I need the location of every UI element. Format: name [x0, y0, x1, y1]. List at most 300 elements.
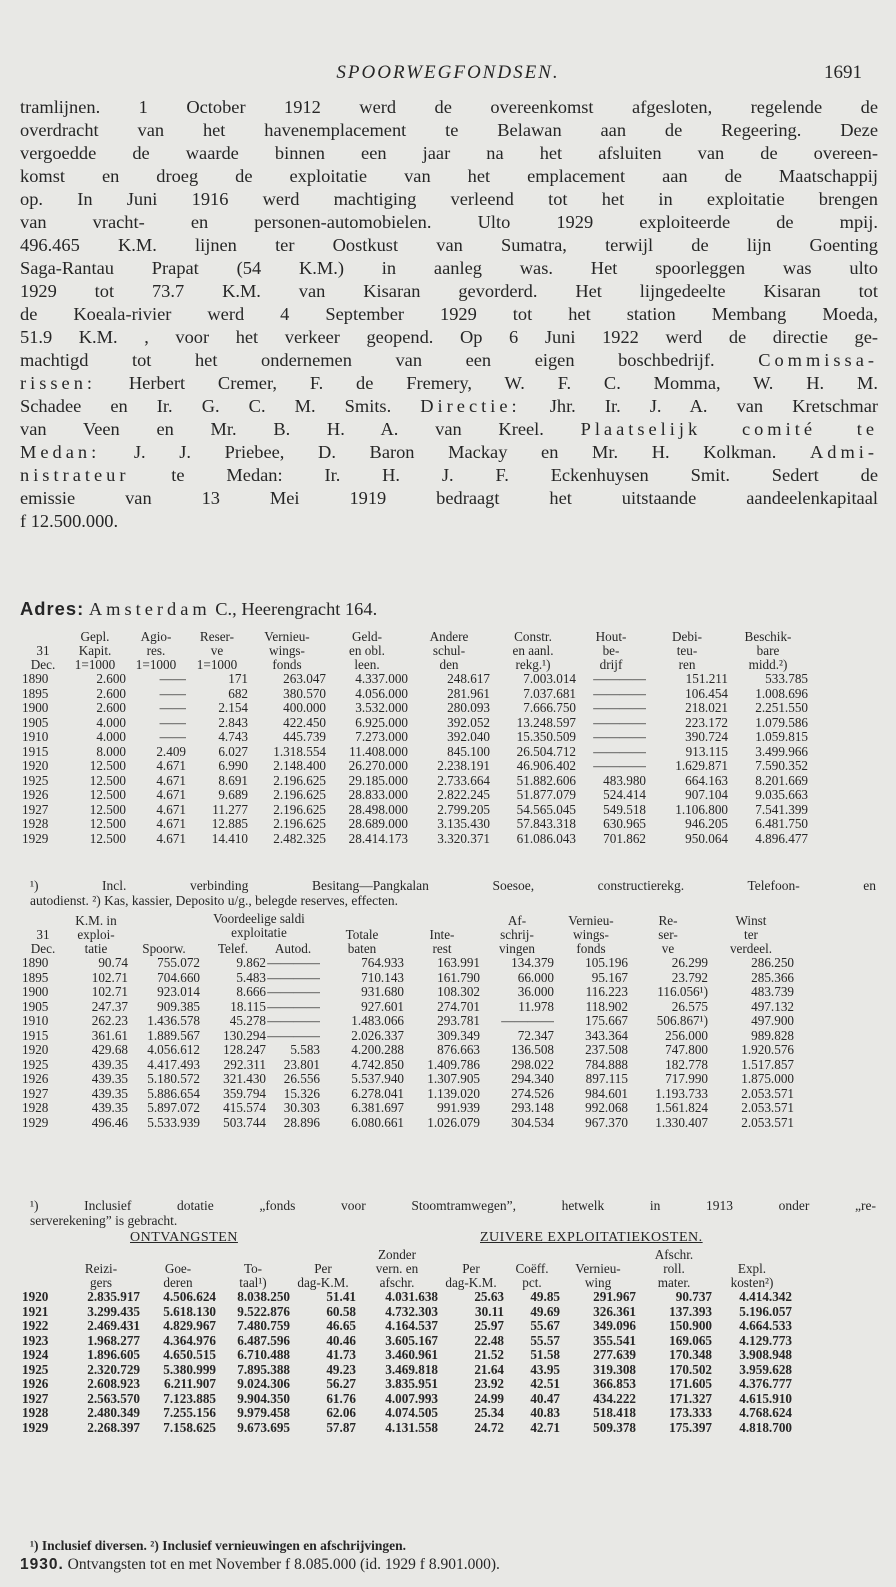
table-cell: 3.499.966 [755, 744, 808, 759]
table-cell: 524.414 [603, 788, 646, 802]
table-row [22, 1363, 792, 1378]
prose-text: machtigd tot het ondernemen van een eigen boschbedrijf. [20, 350, 715, 370]
table-cell: 2.148.400 [273, 759, 326, 773]
column-header: Per dag-K.M. [445, 1261, 497, 1290]
row-year: 1920 [22, 1290, 49, 1304]
column-header: Expl. kosten²) [730, 1261, 774, 1290]
column-header: Vernieu- wings- fonds [264, 629, 310, 672]
table-cell: 40.83 [530, 1406, 560, 1420]
column-header: K.M. in exploi- tatie [75, 913, 117, 956]
spaced-label: Plaatselijk comité te [580, 419, 878, 439]
footnote-line: ¹) Incl. verbinding Besitang—Pangkalan Soesoe, constructierekg. Telefoon- en [30, 878, 876, 893]
table-cell: 2.480.349 [87, 1406, 140, 1420]
table-cell: 12.500 [89, 831, 126, 846]
prose-line [20, 142, 878, 165]
column-header: Vernieu- wings- fonds [568, 913, 614, 956]
table-cell: 2.196.625 [273, 802, 326, 817]
prose-text: overdracht van het havenemplacement te Belawan aan de Regeering. Deze [20, 120, 878, 140]
table-cell: 12.500 [89, 759, 126, 773]
table-row [22, 701, 808, 716]
table-cell: 4.818.700 [739, 1420, 792, 1435]
table-cell: 6.925.000 [355, 715, 408, 730]
table-cell: 3.605.167 [385, 1333, 438, 1348]
row-year: 1922 [22, 1319, 49, 1333]
table-cell: 274.701 [437, 999, 480, 1014]
table-cell: 7.255.156 [163, 1406, 216, 1420]
balance-table-grid [22, 628, 808, 846]
column-header: Andere schul- den [429, 629, 469, 672]
table-cell: 106.454 [685, 686, 728, 701]
table-cell: 7.895.388 [237, 1362, 290, 1377]
table-cell: 2.469.431 [87, 1319, 140, 1333]
column-header: Af- schrij- vingen [499, 913, 535, 956]
column-header [22, 1246, 62, 1290]
prose-text: tramlijnen. 1 October 1912 werd de overeenkomst afgesloten, regelende de [20, 97, 878, 117]
table-cell: 66.000 [517, 970, 554, 985]
table-cell: 1.307.905 [427, 1072, 480, 1086]
row-year: 1929 [22, 1115, 49, 1130]
table-cell: 61.086.043 [516, 831, 576, 846]
table-row [22, 803, 808, 818]
table-cell: 7.158.625 [163, 1420, 216, 1435]
row-year: 1929 [22, 831, 49, 846]
prose-text: Saga-Rantau Prapat (54 K.M.) in aanleg was. Het spoorleggen was ulto [20, 258, 878, 278]
table-cell: 171.605 [669, 1377, 712, 1391]
table-cell: 434.222 [593, 1391, 636, 1406]
table-cell: 61.76 [326, 1391, 356, 1406]
table-cell: 630.965 [603, 817, 646, 831]
table-cell: 2.600 [96, 701, 126, 715]
table-row [22, 730, 808, 745]
table-cell: 784.888 [585, 1057, 628, 1072]
table-cell: 30.303 [283, 1101, 320, 1115]
table-cell: 1.193.733 [655, 1086, 708, 1101]
table-cell: 23.801 [283, 1057, 320, 1072]
table-cell: 7.037.681 [523, 686, 576, 701]
table-cell: 40.46 [326, 1333, 356, 1348]
table-cell: 4.615.910 [739, 1391, 792, 1406]
table-cell: 12.885 [211, 817, 248, 831]
table-cell: 134.379 [511, 956, 554, 970]
row-year: 1921 [22, 1304, 49, 1319]
table-cell: 1.896.605 [87, 1348, 140, 1362]
table-cell: 12.500 [89, 773, 126, 788]
column-header: Coëff. pct. [515, 1261, 549, 1290]
prose-line [20, 303, 878, 326]
table-cell: 764.933 [361, 956, 404, 970]
table-cell: 392.052 [447, 715, 490, 730]
table-cell: 105.196 [585, 956, 628, 970]
table-cell: 4.743 [218, 730, 248, 744]
table-cell: 90.74 [98, 956, 128, 970]
table-cell: 845.100 [447, 744, 490, 759]
table-row [22, 1319, 792, 1334]
table-row [22, 788, 808, 803]
column-header: Geld- en obl. leen. [349, 629, 385, 672]
table-cell: 118.902 [585, 999, 628, 1014]
table-cell: 9.862 [236, 956, 266, 970]
results-table [22, 912, 794, 1130]
table-cell: 946.205 [685, 817, 728, 831]
prose-line [20, 211, 878, 234]
table-cell: 2.600 [96, 672, 126, 686]
table-cell: 1.517.857 [741, 1057, 794, 1072]
table-cell: 907.104 [685, 788, 728, 802]
table-cell: 429.68 [91, 1043, 128, 1057]
table-cell: —— [159, 686, 186, 701]
footnote-line: ¹) Inclusief dotatie „fonds voor Stoomtramwegen”, hetwelk in 1913 onder „re- [30, 1198, 876, 1213]
table-cell: 2.251.550 [755, 701, 808, 715]
row-year: 1920 [22, 759, 49, 773]
table-cell: 51.41 [326, 1290, 356, 1304]
table-cell: 2.482.325 [273, 831, 326, 846]
table-cell: 923.014 [157, 985, 200, 999]
table-cell: ———— [267, 999, 320, 1014]
table-cell: 1.139.020 [427, 1086, 480, 1101]
table-cell: 7.273.000 [355, 730, 408, 744]
address-street: C., Heerengracht 164. [210, 599, 378, 619]
prose-line [20, 372, 878, 395]
address-line [20, 598, 878, 620]
table-cell: 293.781 [437, 1014, 480, 1028]
row-year: 1910 [22, 730, 49, 744]
table-cell: 343.364 [585, 1028, 628, 1043]
table-cell: 326.361 [593, 1304, 636, 1319]
table-row [22, 687, 808, 702]
table-cell: ———— [267, 956, 320, 970]
table-cell: 11.277 [212, 802, 248, 817]
table-cell: 11.978 [518, 999, 554, 1014]
table-cell: 2.843 [218, 715, 248, 730]
table-cell: 3.460.961 [385, 1348, 438, 1362]
table-cell: 682 [228, 686, 248, 701]
prose-text: Jhr. Ir. J. A. van Kretschmar [520, 396, 878, 416]
table-cell: 102.71 [91, 970, 128, 985]
receipts-1930-line [20, 1556, 500, 1574]
column-header: Inte- rest [429, 927, 455, 956]
spaced-label: Medan: [20, 442, 101, 462]
table-cell: 1.008.696 [755, 686, 808, 701]
table-cell: 5.533.939 [147, 1115, 200, 1130]
table-cell: 909.385 [157, 999, 200, 1014]
table-cell: 1.875.000 [741, 1072, 794, 1086]
table-cell: 248.617 [447, 672, 490, 686]
table-row [22, 817, 808, 832]
row-year: 1905 [22, 715, 49, 730]
table-cell: 51.877.079 [516, 788, 576, 802]
table-cell: 46.65 [326, 1319, 356, 1333]
table-cell: 2.409 [156, 744, 186, 759]
table-cell: 1.629.871 [675, 759, 728, 773]
table-cell: 7.003.014 [523, 672, 576, 686]
table-cell: 4.056.612 [147, 1043, 200, 1057]
table-cell: 991.939 [437, 1101, 480, 1115]
table-cell: 1.106.800 [675, 802, 728, 817]
table-cell: 4.506.624 [163, 1290, 216, 1304]
table-header-row [22, 628, 808, 672]
table-cell: 5.483 [236, 970, 266, 985]
table-cell: 3.532.000 [355, 701, 408, 715]
row-year: 1890 [22, 956, 49, 970]
table-cell: ———— [267, 1028, 320, 1043]
column-header: 31 Dec. [30, 927, 56, 956]
spaced-label: nistrateur [20, 465, 130, 485]
prose-line [20, 234, 878, 257]
table-cell: 4.417.493 [147, 1057, 200, 1072]
table-cell: 28.896 [283, 1115, 320, 1130]
table-cell: 56.27 [326, 1377, 356, 1391]
table-cell: 237.508 [585, 1043, 628, 1057]
table-cell: 349.096 [593, 1319, 636, 1333]
table-cell: 992.068 [585, 1101, 628, 1115]
spaced-label: Directie: [420, 396, 521, 416]
table-cell: 390.724 [685, 730, 728, 744]
table-cell: 4.131.558 [385, 1420, 438, 1435]
column-header: Re- ser- ve [658, 913, 678, 956]
running-title: SPOORWEGFONDSEN. [336, 62, 560, 83]
table-cell: ———— [593, 686, 646, 701]
table-cell: 42.51 [530, 1377, 560, 1391]
prose-line [20, 349, 878, 372]
table-cell: 439.35 [91, 1072, 128, 1086]
table-cell: ———— [593, 759, 646, 773]
receipts-heading: ONTVANGSTEN [130, 1230, 238, 1245]
row-year: 1925 [22, 1057, 49, 1072]
table-cell: 4.164.537 [385, 1319, 438, 1333]
table-cell: 5.537.940 [351, 1072, 404, 1086]
table-cell: 57.87 [326, 1420, 356, 1435]
table-cell: 223.172 [685, 715, 728, 730]
table-row [22, 1334, 792, 1349]
table-cell: 1.436.578 [147, 1014, 200, 1028]
table-cell: 931.680 [361, 985, 404, 999]
table-cell: 49.69 [530, 1304, 560, 1319]
table-cell: 1.059.815 [755, 730, 808, 744]
table-cell: 4.650.515 [163, 1348, 216, 1362]
table-cell: 43.95 [530, 1362, 560, 1377]
prose-text: emissie van 13 Mei 1919 bedraagt het uitstaande aandeelenkapitaal [20, 488, 878, 508]
balance-table-footnotes [30, 878, 876, 908]
table-cell: 1.483.066 [351, 1014, 404, 1028]
table-cell: 116.223 [585, 985, 628, 999]
table-cell: ———— [593, 701, 646, 715]
table-cell: 3.959.628 [739, 1362, 792, 1377]
table-cell: 1.409.786 [427, 1057, 480, 1072]
table-cell: 4.742.850 [351, 1057, 404, 1072]
table-cell: 506.867¹) [656, 1014, 708, 1028]
table-cell: 285.366 [751, 970, 794, 985]
table-row [22, 1116, 794, 1131]
table-cell: 439.35 [91, 1057, 128, 1072]
table-cell: 3.835.951 [385, 1377, 438, 1391]
table-row [22, 1087, 794, 1102]
row-year: 1926 [22, 1072, 49, 1086]
table-cell: 21.64 [474, 1362, 504, 1377]
column-header: Agio- res. 1=1000 [135, 629, 177, 672]
table-cell: 4.364.976 [163, 1333, 216, 1348]
balance-table [22, 628, 808, 846]
table-row [22, 956, 794, 971]
table-cell: 2.608.923 [87, 1377, 140, 1391]
company-description [20, 96, 878, 533]
table-cell: 717.990 [665, 1072, 708, 1086]
table-cell: 46.906.402 [516, 759, 576, 773]
prose-text: J. J. Priebee, D. Baron Mackay en Mr. H. Kolkman. [100, 442, 777, 462]
table-cell: 2.320.729 [87, 1362, 140, 1377]
prose-line [20, 510, 878, 533]
table-row [22, 1072, 794, 1087]
table-cell: 747.800 [665, 1043, 708, 1057]
row-year: 1915 [22, 1028, 49, 1043]
table-cell: 12.500 [89, 817, 126, 831]
table-cell: 15.326 [283, 1086, 320, 1101]
table-row [22, 832, 808, 847]
table-row [22, 1348, 792, 1363]
table-cell: 28.689.000 [348, 817, 408, 831]
table-row [22, 1014, 794, 1029]
table-cell: 664.163 [685, 773, 728, 788]
table-row [22, 1101, 794, 1116]
column-header: Totale baten [345, 927, 379, 956]
running-header [0, 62, 896, 90]
table-cell: 321.430 [223, 1072, 266, 1086]
table-cell: 171.327 [669, 1391, 712, 1406]
table-cell: 2.268.397 [87, 1420, 140, 1435]
table-cell: 5.618.130 [163, 1304, 216, 1319]
prose-line [20, 464, 878, 487]
table-cell: 9.673.695 [237, 1420, 290, 1435]
table-cell: 49.85 [530, 1290, 560, 1304]
table-cell: 60.58 [326, 1304, 356, 1319]
table-cell: 4.376.777 [739, 1377, 792, 1391]
table-cell: 18.115 [230, 999, 266, 1014]
table-row [22, 985, 794, 1000]
table-cell: 2.053.571 [741, 1101, 794, 1115]
table-cell: 95.167 [591, 970, 628, 985]
row-year: 1929 [22, 1420, 49, 1435]
prose-line [20, 188, 878, 211]
table-cell: 7.541.399 [755, 802, 808, 817]
table-cell: 2.822.245 [437, 788, 490, 802]
table-cell: 9.024.306 [237, 1377, 290, 1391]
operations-table [22, 1246, 792, 1435]
table-cell: 483.980 [603, 773, 646, 788]
table-cell: 4.671 [156, 773, 186, 788]
row-year: 1926 [22, 1377, 49, 1391]
table-row [22, 1058, 794, 1073]
address-city: Amsterdam [88, 599, 211, 619]
table-cell: 40.47 [530, 1391, 560, 1406]
table-cell: 4.664.533 [739, 1319, 792, 1333]
table-cell: 12.500 [89, 788, 126, 802]
table-cell: 51.882.606 [516, 773, 576, 788]
table-cell: 26.575 [671, 999, 708, 1014]
table-cell: 161.790 [437, 970, 480, 985]
table-cell: 497.900 [751, 1014, 794, 1028]
row-year: 1910 [22, 1014, 49, 1028]
table-cell: 984.601 [585, 1086, 628, 1101]
table-cell: ———— [501, 1014, 554, 1028]
table-cell: 30.11 [475, 1304, 504, 1319]
row-year: 1905 [22, 999, 49, 1014]
table-cell: 286.250 [751, 956, 794, 970]
table-cell: 4.671 [156, 831, 186, 846]
table-cell: 49.23 [326, 1362, 356, 1377]
table-cell: ———— [593, 744, 646, 759]
row-year: 1928 [22, 1101, 49, 1115]
table-cell: 355.541 [593, 1333, 636, 1348]
table-cell: 4.129.773 [739, 1333, 792, 1348]
table-cell: 309.349 [437, 1028, 480, 1043]
table-cell: 400.000 [283, 701, 326, 715]
table-cell: 4.031.638 [385, 1290, 438, 1304]
table-cell: 2.154 [218, 701, 248, 715]
table-cell: 7.480.759 [237, 1319, 290, 1333]
table-cell: 4.007.993 [385, 1391, 438, 1406]
table-cell: 361.61 [91, 1028, 128, 1043]
receipts-1930-year: 1930. [20, 1556, 64, 1573]
table-row [22, 672, 808, 687]
prose-line [20, 418, 878, 441]
table-cell: 263.047 [283, 672, 326, 686]
spaced-label: Commissa- [758, 350, 878, 370]
prose-line [20, 326, 878, 349]
table-cell: 4.768.624 [739, 1406, 792, 1420]
table-cell: 9.035.663 [755, 788, 808, 802]
table-cell: 256.000 [665, 1028, 708, 1043]
table-cell: 6.381.697 [351, 1101, 404, 1115]
table-cell: 21.52 [474, 1348, 504, 1362]
table-cell: 2.835.917 [87, 1290, 140, 1304]
column-header: Reser- ve 1=1000 [196, 629, 238, 672]
table-cell: 12.500 [89, 802, 126, 817]
column-header: Hout- be- drijf [595, 629, 627, 672]
prose-text: 51.9 K.M. , voor het verkeer geopend. Op 6 Juni 1922 werd de directie ge- [20, 327, 878, 347]
table-cell: 45.278 [229, 1014, 266, 1028]
table-header-row [22, 1246, 792, 1290]
row-year: 1890 [22, 672, 49, 686]
table-cell: 108.302 [437, 985, 480, 999]
table-cell: 2.026.337 [351, 1028, 404, 1043]
table-cell: 277.639 [593, 1348, 636, 1362]
table-cell: 2.196.625 [273, 773, 326, 788]
table-cell: 3.299.435 [87, 1304, 140, 1319]
table-cell: 392.040 [447, 730, 490, 744]
table-cell: 292.311 [223, 1057, 266, 1072]
table-cell: ———— [593, 672, 646, 686]
prose-text: 496.465 K.M. lijnen ter Oostkust van Sumatra, terwijl de lijn Goenting [20, 235, 878, 255]
table-cell: 163.991 [437, 956, 480, 970]
table-cell: 173.333 [669, 1406, 712, 1420]
table-cell: 755.072 [157, 956, 200, 970]
table-cell: 4.671 [156, 802, 186, 817]
table-row [22, 1000, 794, 1015]
prose-line [20, 441, 878, 464]
table-cell: 55.67 [530, 1319, 560, 1333]
column-header: Beschik- bare midd.²) [744, 629, 792, 672]
table-cell: 549.518 [603, 802, 646, 817]
prose-line [20, 280, 878, 303]
table-cell: 8.666 [236, 985, 266, 999]
table-row [22, 759, 808, 774]
table-cell: 4.074.505 [385, 1406, 438, 1420]
profit-group-header: Voordeelige saldi exploitatie [213, 911, 305, 940]
table-cell: 8.038.250 [237, 1290, 290, 1304]
table-cell: 913.115 [685, 744, 728, 759]
table-cell: 876.663 [437, 1043, 480, 1057]
table-cell: 2.799.205 [437, 802, 490, 817]
table-cell: 6.710.488 [237, 1348, 290, 1362]
